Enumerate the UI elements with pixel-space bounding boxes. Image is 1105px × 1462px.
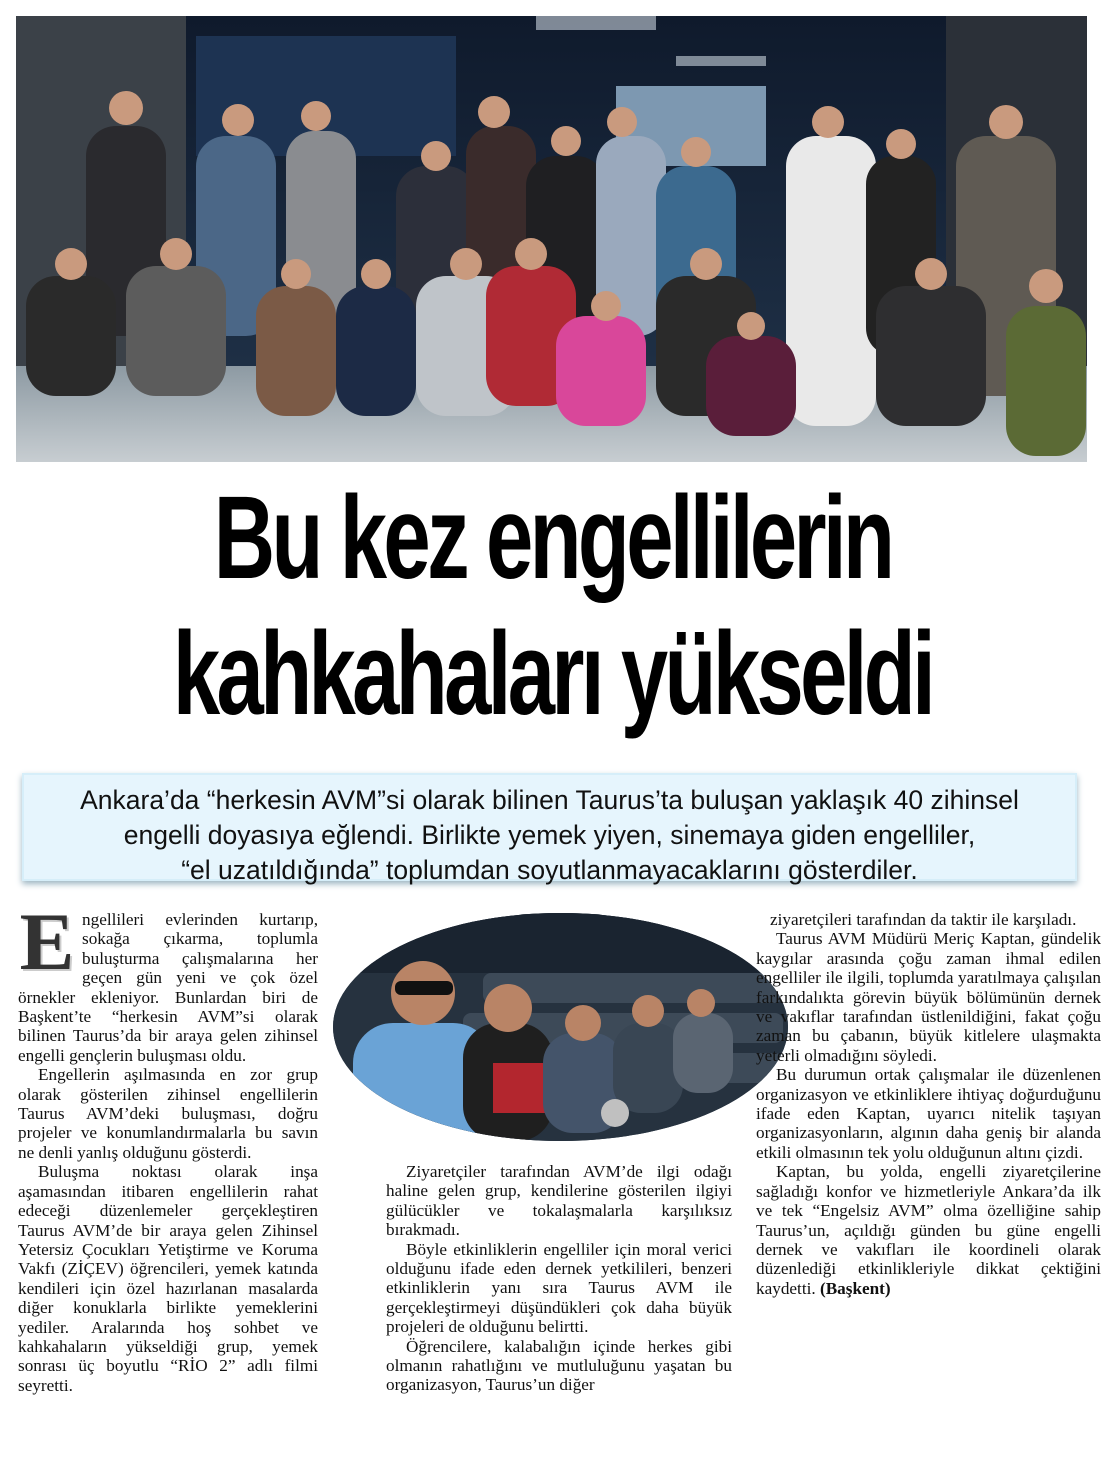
paragraph: Ziyaretçiler tarafından AVM’de ilgi odağı haline gelen grup, kendilerine gösterilen ilgiyi gülücükler ve tokalaşmalarla karşılıksız bırakmadı. (386, 1162, 732, 1240)
lead-line-3: “el uzatıldığında” toplumdan soyutlanmayacaklarını gösterdiler. (181, 855, 918, 885)
paragraph (18, 896, 318, 1065)
paragraph: Bu durumun ortak çalışmalar ile düzenlenen organizasyon ve etkinliklere ihtiyaç doğurduğunu ifade eden Kaptan, uyarıcı nitelik taşıyan organizasyonların, algının daha geniş bir alanda etkili olmasının tek yolu olduğunun altını çizdi. (756, 1065, 1101, 1162)
article-column-1 (18, 896, 318, 1395)
headline-line-1: Bu kez engellilerin (213, 472, 892, 604)
headline (155, 470, 951, 742)
signoff: (Başkent) (819, 1278, 891, 1298)
article-column-3 (756, 910, 1101, 1298)
dropcap: E (19, 896, 75, 987)
group-photo (16, 16, 1087, 462)
paragraph: Engellerin aşılmasında en zor grup olarak gösterilen zihinsel engellilerin Taurus AVM’deki buluşması, doğru projeler ve konumlandırmalarla bu savın ne denli yanlış olduğunu gösterdi. (18, 1065, 318, 1162)
paragraph: Taurus AVM Müdürü Meriç Kaptan, gündelik kaygılar arasında çoğu zaman ihmal edilen engelliler ile ilgili, toplumda yaratılmaya çalışılan farkındalıkta görevin büyük bölümünün dernek ve vakıflar tarafından üstlenildiğini, fakat çoğu zaman bu çabanın, büyük kitlelere ulaşmakta yeterli olmadığını söyledi. (756, 929, 1101, 1065)
paragraph-text: Kaptan, bu yolda, engelli ziyaretçilerine sağladığı konfor ve hizmetleriyle Ankara’da ilk ve tek “Engelsiz AVM” olma özelliğine sahip Taurus’un, açıldığı günden bu güne engelli dernek ve vakıfları ile koordineli olarak düzenlediği etkinlikleriyle dikkat çektiğini kaydetti. (756, 1162, 1101, 1298)
paragraph: ziyaretçileri tarafından da taktir ile karşıladı. (770, 910, 1077, 929)
headline-line-2: kahkahaları yükseldi (172, 608, 933, 740)
cinema-photo (333, 913, 788, 1141)
paragraph: Buluşma noktası olarak inşa aşamasından itibaren engellilerin rahat edeceği düzenlemeler gerçekleştiren Taurus AVM’de bir araya gelen Zihinsel Yetersiz Çocukları Yetiştirme ve Koruma Vakfı (ZİÇEV) öğrencileri, yemek katında kendileri için özel hazırlanan masalarda diğer konuklarla birlikte yemeklerini yediler. Aralarında hoş sohbet ve kahkahaların yükseldiği grup, yemek sonrası üç boyutlu “RİO 2” adlı filmi seyretti. (18, 1162, 318, 1395)
paragraph: Böyle etkinliklerin engelliler için moral verici olduğunu ifade eden dernek yetkilileri, benzeri etkinliklerin yanı sıra Taurus AVM ile gerçekleştirmeyi düşündükleri çok daha büyük projeleri de olduğunu belirtti. (386, 1239, 732, 1337)
paragraph: Öğrencilere, kalabalığın içinde herkes gibi olmanın rahatlığını ve mutluluğunu yaşatan bu organizasyon, Taurus’un diğer (386, 1336, 732, 1395)
cinema-photo-illustration (333, 913, 788, 1141)
lead-line-2: engelli doyasıya eğlendi. Birlikte yemek yiyen, sinemaya giden engelliler, (123, 820, 976, 850)
article-column-2 (386, 1162, 732, 1395)
group-photo-illustration (16, 16, 1087, 462)
paragraph-text: ngellileri evlerinden kurtarıp, sokağa çıkarma, toplumla buluşturma çalışmalarına her geçen gün yeni ve çok özel örnekler ekleniyor. Bunlardan biri de Başkent’te “herkesin AVM”si olarak bilinen Taurus’da bir araya gelen zihinsel engelli gençlerin buluşması oldu. (18, 910, 318, 1065)
lead-box (22, 773, 1077, 885)
lead-line-1: Ankara’da “herkesin AVM”si olarak bilinen Taurus’ta buluşan yaklaşık 40 zihinsel (80, 785, 1019, 815)
paragraph (756, 1162, 1101, 1298)
